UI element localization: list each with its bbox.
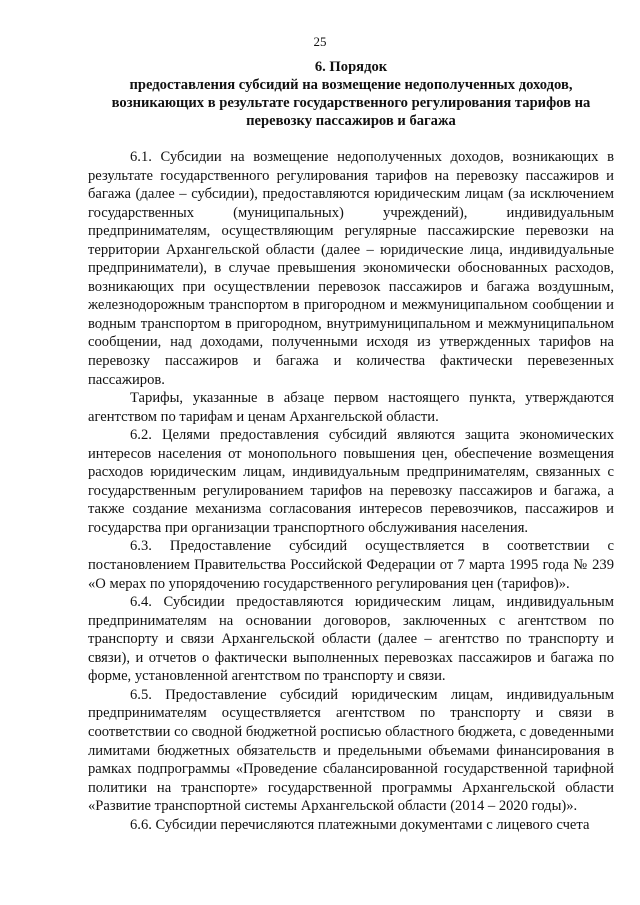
paragraph-6-5: 6.5. Предоставление субсидий юридическим лицам, индивидуальным предпринимателям осуществляется агентством по транспорту и связи в соответствии со сводной бюджетной росписью областного бюджета, с доведенными лимитами бюджетных обязательств и предельными объемами финансирования в рамках подпрограммы «Проведение сбалансированной государственной тарифной политики на транспорте» государственной программы Архангельской области «Развитие транспортной системы Архангельской области (2014 – 2020 годы)». [88,686,614,815]
heading-line-3: возникающих в результате государственного регулирования тарифов на [111,95,591,111]
paragraph-6-3: 6.3. Предоставление субсидий осуществляется в соответствии с постановлением Правительства Российской Федерации от 7 марта 1995 года № 239 «О мерах по упорядочению государственного регулирования цен (тарифов)». [88,538,614,592]
body-text [88,148,614,834]
heading-line-4: перевозку пассажиров и багажа [246,113,456,129]
page-number: 25 [313,34,327,49]
heading-line-2: предоставления субсидий на возмещение недополученных доходов, [129,77,573,93]
paragraph-6-6: 6.6. Субсидии перечисляются платежными документами с лицевого счета [130,816,590,833]
heading-line-1: 6. Порядок [314,59,388,75]
paragraph-6-1: 6.1. Субсидии на возмещение недополученных доходов, возникающих в результате государственного регулирования тарифов на перевозку пассажиров и багажа (далее – субсидии), предоставляются юридическим лицам (за исключением государственных (муниципальных) учреждений), индивидуальным предпринимателям, осуществляющим регулярные пассажирские перевозки на территории Архангельской области (далее – юридические лица, индивидуальные предприниматели), в случае превышения экономически обоснованных расходов, возникающих при осуществлении перевозок пассажиров и багажа воздушным, железнодорожным транспортом в пригородном и межмуниципальном сообщении и водным транспортом в пригородном, внутримуниципальном и межмуниципальном сообщении, над доходами, полученными исходя из утвержденных тарифов на перевозку пассажиров и багажа и количества фактически перевезенных пассажиров. [88,149,614,388]
paragraph-tariffs: Тарифы, указанные в абзаце первом настоящего пункта, утверждаются агентством по тарифам и ценам Архангельской области. [88,390,614,425]
paragraph-6-2: 6.2. Целями предоставления субсидий являются защита экономических интересов населения от монопольного повышения цен, обеспечение возмещения расходов юридическим лицам, индивидуальным предпринимателям, связанных с государственным регулированием тарифов на перевозку пассажиров и багажа, а также создание механизма согласования интересов перевозчиков, пассажиров и государства при организации транспортного обслуживания населения. [88,427,614,536]
paragraph-6-4: 6.4. Субсидии предоставляются юридическим лицам, индивидуальным предпринимателям на основании договоров, заключенных с агентством по транспорту и связи Архангельской области (далее – агентство по транспорту и связи), и отчетов о фактически выполненных перевозках пассажиров и багажа по форме, установленной агентством по транспорту и связи. [88,594,614,685]
section-heading [88,58,614,130]
